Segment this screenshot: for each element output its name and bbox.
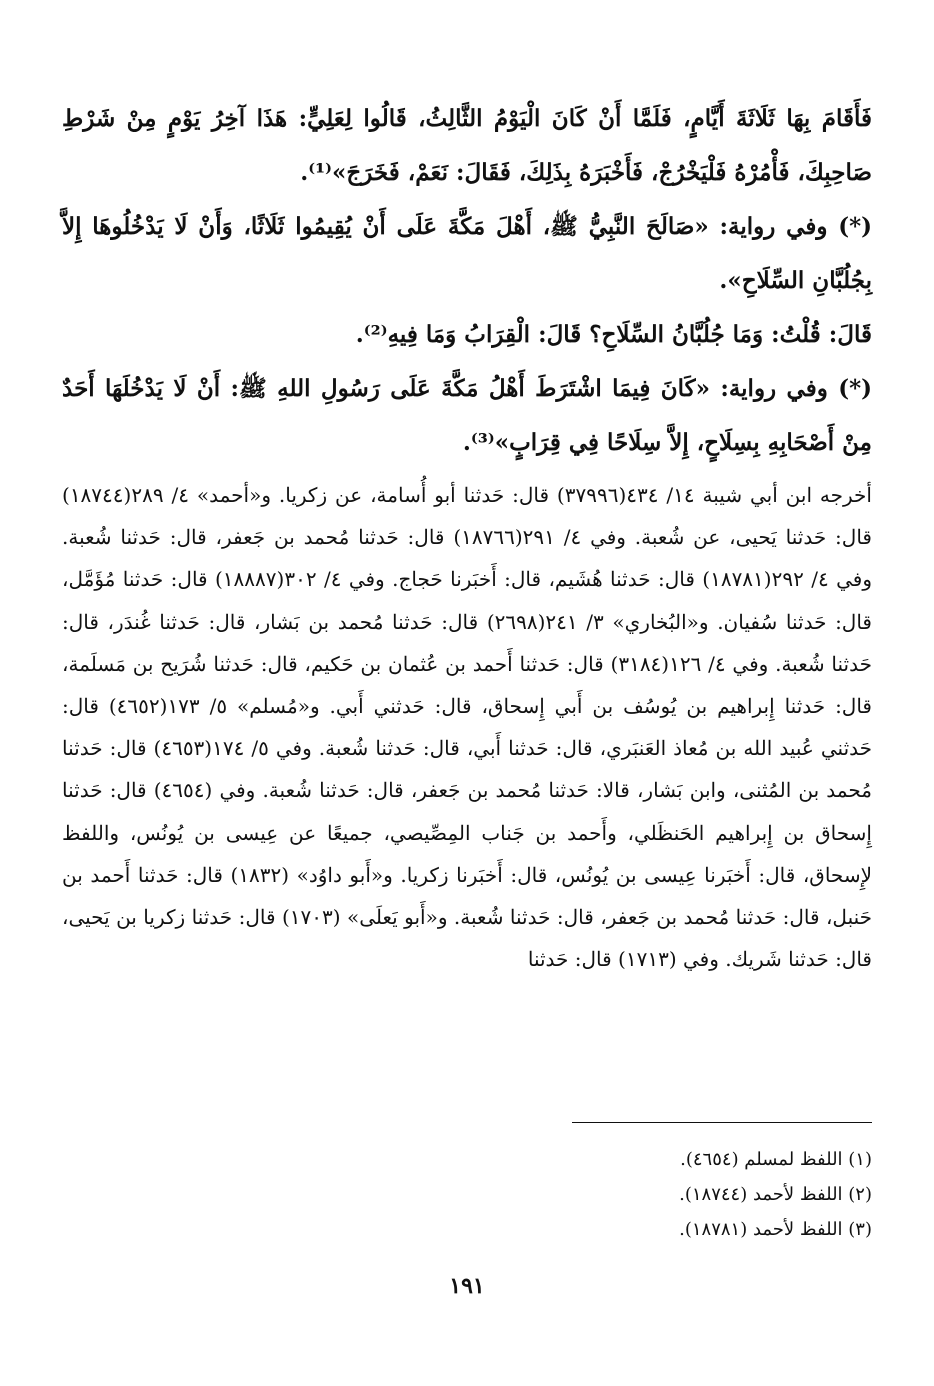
footnote-2: (٢) اللفظ لأحمد (١٨٧٤٤).: [679, 1184, 872, 1205]
hadith-paragraph-4: (*) وفي رواية: «كَانَ فِيمَا اشْتَرَطَ أَهْلُ مَكَّةَ عَلَى رَسُولِ اللهِ ﷺ: أَنْ لَا يَدْخُلَهَا أَحَدٌ مِنْ أَصْحَابِهِ بِسِلَاحٍ، إِلاَّ سِلَاحًا فِي قِرَابٍ»⁽³⁾.: [62, 375, 872, 456]
footnote-1: (١) اللفظ لمسلم (٤٦٥٤).: [680, 1149, 872, 1170]
footnote-separator: [572, 1122, 872, 1123]
footnote-3: (٣) اللفظ لأحمد (١٨٧٨١).: [679, 1219, 872, 1240]
main-text: [62, 92, 872, 980]
hadith-paragraph-1: فَأَقَامَ بِهَا ثَلَاثَةَ أَيَّامٍ، فَلَمَّا أَنْ كَانَ الْيَوْمُ الثَّالِثُ، قَالُوا لِعَلِيٍّ: هَذَا آخِرُ يَوْمٍ مِنْ شَرْطِ صَاحِبِكَ، فَأْمُرْهُ فَلْيَخْرُجْ، فَأَخْبَرَهُ بِذَلِكَ، فَقَالَ: نَعَمْ، فَخَرَجَ»⁽¹⁾.: [62, 105, 872, 186]
takhrij-paragraph: أخرجه ابن أبي شيبة ١٤/ ٤٣٤(٣٧٩٩٦) قال: حَدثنا أبو أُسامة، عن زكريا. و«أحمد» ٤/ ٢٨٩(١٨٧٤٤) قال: حَدثنا يَحيى، عن شُعبة. وفي ٤/ ٢٩١(١٨٧٦٦) قال: حَدثنا مُحمد بن جَعفر، قال: حَدثنا شُعبة. وفي ٤/ ٢٩٢(١٨٧٨١) قال: حَدثنا هُشَيم، قال: أَخبَرنا حَجاج. وفي ٤/ ٣٠٢(١٨٨٨٧) قال: حَدثنا مُؤَمَّل، قال: حَدثنا سُفيان. و«البُخاري» ٣/ ٢٤١(٢٦٩٨) قال: حَدثنا مُحمد بن بَشار، قال: حَدثنا غُندَر، قال: حَدثنا شُعبة. وفي ٤/ ١٢٦(٣١٨٤) قال: حَدثنا أَحمد بن عُثمان بن حَكيم، قال: حَدثنا شُرَيح بن مَسلَمة، قال: حَدثنا إِبراهيم بن يُوسُف بن أَبي إِسحاق، قال: حَدثني أَبي. و«مُسلم» ٥/ ١٧٣(٤٦٥٢) قال: حَدثني عُبيد الله بن مُعاذ العَنبَري، قال: حَدثنا أَبي، قال: حَدثنا شُعبة. وفي ٥/ ١٧٤(٤٦٥٣) قال: حَدثنا مُحمد بن المُثنى، وابن بَشار، قالا: حَدثنا مُحمد بن جَعفر، قال: حَدثنا شُعبة. وفي (٤٦٥٤) قال: حَدثنا إِسحاق بن إِبراهيم الحَنظَلي، وأَحمد بن جَناب المِصِّيصي، جميعًا عن عِيسى بن يُونُس، واللفظ لإِسحاق، قال: أَخبَرنا عِيسى بن يُونُس، قال: أَخبَرنا زكريا. و«أَبو داوُد» (١٨٣٢) قال: حَدثنا أَحمد بن حَنبل، قال: حَدثنا مُحمد بن جَعفر، قال: حَدثنا شُعبة. و«أَبو يَعلَى» (١٧٠٣) قال: حَدثنا زكريا بن يَحيى، قال: حَدثنا شَريك. وفي (١٧١٣) قال: حَدثنا: [62, 483, 873, 972]
hadith-paragraph-3: قَالَ: قُلْتُ: وَمَا جُلُبَّانُ السِّلَاحِ؟ قَالَ: الْقِرَابُ وَمَا فِيهِ⁽²⁾.: [355, 321, 872, 348]
footnotes-list: [272, 1142, 872, 1247]
page-number: ١٩١: [449, 1273, 485, 1299]
hadith-paragraph-2: (*) وفي رواية: «صَالَحَ النَّبِيُّ ﷺ، أَهْلَ مَكَّةَ عَلَى أَنْ يُقِيمُوا ثَلَاثًا، وَأَنْ لَا يَدْخُلُوهَا إِلاَّ بِجُلُبَّانِ السِّلَاحِ».: [62, 213, 873, 294]
